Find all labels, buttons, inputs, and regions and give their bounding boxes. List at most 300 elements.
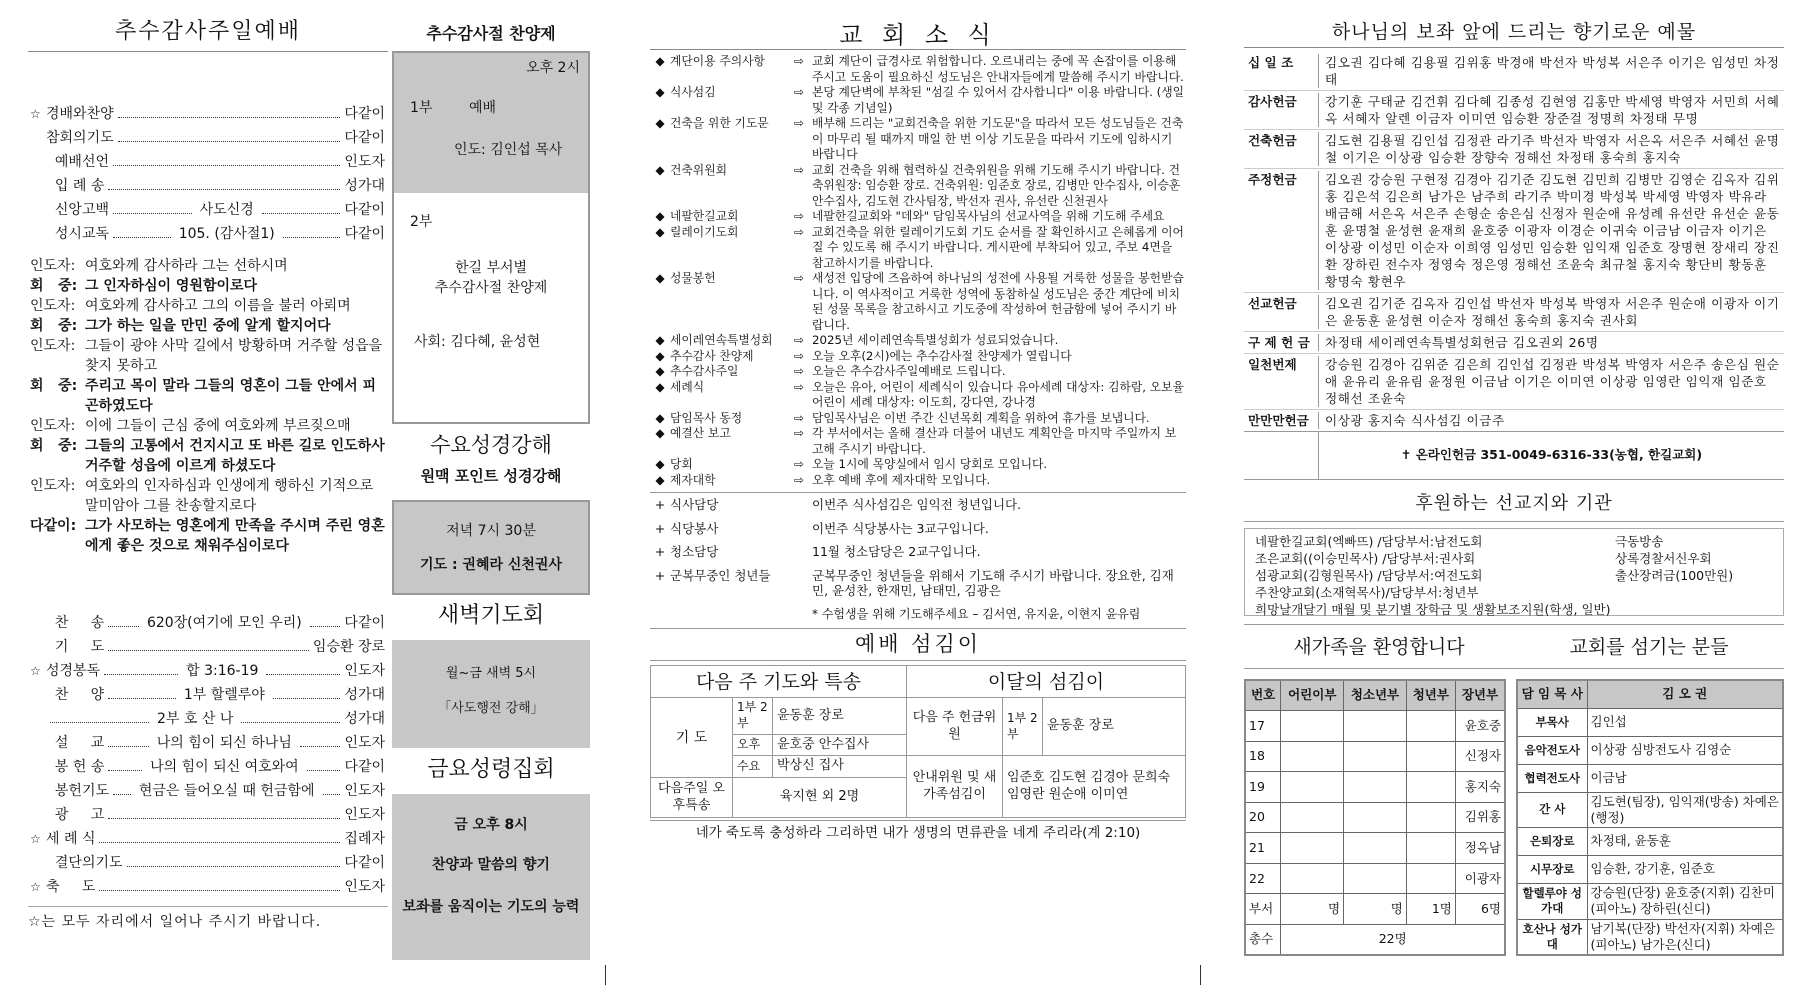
leader-dots: [108, 189, 340, 190]
speaker: 다같이:: [30, 518, 77, 534]
order-item: [30, 638, 385, 662]
bullet: ◆: [655, 426, 665, 440]
offering-row: [1244, 292, 1784, 331]
offering-type: 만만만헌금: [1244, 412, 1319, 429]
order-item: [30, 225, 385, 249]
arrow-icon: ⇨: [794, 116, 804, 130]
order-name: 입 례 송: [46, 178, 105, 194]
news-content: 각 부서에서는 올해 결산과 더불어 내년도 계획안을 마지막 주일까지 보고해 주시기 바랍니다.: [812, 426, 1177, 456]
server-names: 이상광 심방전도사 김영순: [1587, 736, 1783, 764]
arrow-icon: [794, 521, 812, 537]
arrow-icon: [794, 497, 812, 513]
newcomer-cell: 명: [1281, 894, 1344, 925]
news-content: 본당 계단벽에 부착된 "섬길 수 있어서 감사합니다" 이용 바랍니다. (생일 및 각종 기념일): [812, 85, 1185, 115]
servers-table: [1516, 679, 1784, 956]
order-name: 성시교독: [46, 226, 109, 242]
responsive-reading: [30, 256, 386, 556]
order-leader: 인도자: [344, 783, 385, 799]
arrow-icon: ⇨: [794, 472, 804, 487]
leader-dots: [108, 698, 176, 699]
newcomer-cell: [1281, 802, 1344, 833]
news-item: [650, 411, 1186, 427]
offering-row: [1244, 129, 1784, 168]
news-topic: 건축위원회: [670, 162, 727, 177]
prayer-key: 오후: [733, 734, 773, 756]
newcomer-cell: [1344, 863, 1407, 894]
offerings-section: [1244, 20, 1784, 956]
newcomer-cell: [1281, 863, 1344, 894]
month-title: 이달의 섬김이: [907, 666, 1186, 698]
newcomer-cell: 김위홍: [1455, 802, 1505, 833]
wednesday-time: 저녁 7시 30분: [446, 523, 536, 539]
responsive-line: [30, 316, 386, 336]
news-content: 교회 건축을 위해 협력하실 건축위원을 위해 기도해 주시기 바랍니다. 건축위원장: 임승환 장로. 건축위원: 임준호 장로, 김병만 안수집사, 이승훈 안수집사, 김도현 간사팀장, 박선자 권사, 유선란 신천권사: [812, 162, 1181, 208]
speaker: 인도자:: [30, 418, 76, 434]
news-topic: 세이레연속특별성회: [670, 333, 773, 347]
arrow-icon: [794, 544, 812, 560]
news-item: [650, 333, 1186, 349]
speaker: 회 중:: [30, 318, 78, 334]
order-detail: 105. (감사절1): [178, 226, 275, 242]
offering-names: 김오권 김기준 김옥자 김인섭 박선자 박성복 박영자 서은주 원순애 이광자 이기은 윤동훈 윤성현 이순자 정해선 홍숙희 홍지숙 권사회: [1325, 296, 1780, 328]
newcomer-title: 새가족을 환영합니다: [1293, 636, 1465, 659]
bullet: ◆: [655, 85, 665, 99]
newcomer-cell: [1344, 802, 1407, 833]
order-leader: 성가대: [344, 687, 386, 703]
news-item: [650, 54, 1186, 85]
leader-dots: [118, 117, 341, 118]
servers-title: 교회를 섬기는 분들: [1569, 636, 1729, 659]
order-item: [30, 734, 385, 758]
arrow-icon: ⇨: [794, 333, 804, 347]
order-name: 봉헌기도: [46, 783, 109, 799]
speaker: 인도자:: [30, 298, 76, 314]
leader-dots: [99, 890, 340, 891]
news-topic: 성물봉헌: [670, 271, 716, 285]
order-name: 참회의기도: [46, 130, 114, 146]
online-offering: ✝ 온라인헌금 351-0049-6316-33(농협, 한길교회): [1400, 447, 1703, 463]
order-leader: 다같이: [344, 855, 385, 871]
speaker: 인도자:: [30, 258, 76, 274]
news-topic: 건축을 위한 기도문: [670, 116, 769, 130]
prayer-label: 기 도: [651, 698, 733, 778]
news-topic: 식당봉사: [670, 520, 719, 536]
order-leader: 인도자: [344, 663, 385, 679]
server-names: 강승원(단장) 윤호중(지휘) 김찬미(피아노) 장하린(신디): [1587, 884, 1783, 920]
order-item: [30, 758, 385, 782]
newcomer-cell: [1406, 863, 1455, 894]
arrow-icon: ⇨: [794, 348, 804, 363]
servers-header-key: 담 임 목 사: [1517, 680, 1587, 708]
order-item: [30, 129, 385, 153]
offering-names: 강기훈 구태균 김건휘 김다혜 김종성 김현영 김홍만 박세영 박영자 서민희 서혜옥 서혜자 알렌 이금자 이미연 임승환 장준걸 정명희 차정태 무명: [1325, 94, 1780, 126]
order-item: [30, 806, 385, 830]
server-role: 간 사: [1517, 792, 1587, 828]
news-item: [650, 116, 1186, 163]
mission-bottom: 희망날개달기 매월 및 분기별 장학금 및 생활보조지원(학생, 일반): [1255, 602, 1611, 618]
serve-table: [650, 665, 1186, 818]
newcomer-cell: 명: [1344, 894, 1407, 925]
news-item: [650, 85, 1186, 116]
order-item: [30, 878, 385, 902]
newcomer-cell: [1281, 741, 1344, 772]
guide-label: 안내위원 및 새가족섬김이: [907, 756, 1003, 818]
reading-text: 여호와께 감사하라 그는 선하시며: [85, 258, 288, 274]
arrow-icon: ⇨: [794, 364, 804, 378]
newcomer-cell: 윤호중: [1455, 711, 1505, 742]
order-leader: 다같이: [344, 130, 385, 146]
leader-dots: [323, 794, 341, 795]
news-content: 군복무중인 청년들을 위해서 기도해 주시기 바랍니다. 장요한, 김재민, 윤성찬, 한재민, 남태민, 김광은: [812, 567, 1174, 598]
order-name: 결단의기도: [46, 855, 123, 871]
speaker: 인도자:: [30, 478, 76, 494]
news-content: 오늘 1시에 목양실에서 임시 당회로 모입니다.: [812, 457, 1048, 471]
news-topic: 식사담당: [670, 497, 719, 512]
news-topic: 세례식: [670, 379, 705, 394]
server-role: 호산나 성가대: [1517, 919, 1587, 955]
order-item: [30, 105, 385, 129]
star-mark: ☆: [30, 107, 41, 121]
news-topic: 추수감사주일: [670, 364, 739, 378]
praise-time: 오후 2시: [394, 53, 588, 83]
news-topic: 추수감사 찬양제: [670, 348, 754, 363]
order-leader: 인도자: [344, 735, 386, 751]
friday-sub: 찬양과 말씀의 향기: [432, 857, 550, 874]
newcomer-total-label: 총수: [1245, 924, 1281, 955]
prayer-key: 수요: [733, 756, 773, 778]
serve-title: 예배 섬김이: [650, 629, 1186, 661]
part2-host: 사회: 김다혜, 윤성현: [414, 334, 541, 350]
news-item: [650, 473, 1186, 489]
order-leader: 인도자: [344, 807, 385, 823]
bullet: ◆: [655, 209, 665, 223]
bullet: ◆: [655, 333, 665, 347]
part1-leader: 인도: 김인섭 목사: [454, 142, 563, 158]
offering-type: 선교헌금: [1244, 295, 1319, 329]
prayer-value: 윤동훈 장로: [773, 698, 907, 734]
prayer-key: 1부 2부: [733, 698, 773, 734]
bullet: ◆: [655, 379, 665, 394]
server-role: 음악전도사: [1517, 736, 1587, 764]
bullet: ◆: [655, 348, 665, 363]
offering-names: 김오권 김다혜 김용필 김위홍 박경애 박선자 박성복 서은주 이기은 임성민 차정태: [1325, 55, 1780, 87]
newcomer-cell: 18: [1245, 741, 1281, 772]
exam-note: * 수험생을 위해 기도해주세요 – 김서연, 유지윤, 이현지 윤유림: [812, 606, 1141, 621]
order-name: 성경봉독: [46, 663, 101, 679]
dawn-box: [392, 640, 590, 748]
star-mark: ☆: [30, 664, 41, 678]
newcomer-cell: 17: [1245, 711, 1281, 742]
arrow-icon: ⇨: [794, 426, 804, 440]
newcomer-cell: [1281, 711, 1344, 742]
bullet: ◆: [655, 472, 665, 487]
offering-type: 건축헌금: [1244, 132, 1319, 166]
order-leader: 집례자: [344, 831, 385, 847]
fold-mark: [1200, 965, 1201, 985]
dawn-title: 새벽기도회: [437, 603, 545, 628]
news-list: [650, 54, 1186, 488]
order-item: [30, 662, 385, 686]
leader-dots: [108, 770, 142, 771]
order-item: [30, 854, 385, 878]
dawn-sub: 「사도행전 강해」: [438, 700, 544, 716]
leader-dots: [266, 674, 340, 675]
offering-type: 일천번제: [1244, 356, 1319, 407]
offerings-title: 하나님의 보좌 앞에 드리는 향기로운 예물: [1244, 20, 1784, 48]
offering-type: 감사헌금: [1244, 93, 1319, 127]
mission-item: 주찬양교회(소재혁목사)/담당부서:청년부: [1255, 585, 1479, 601]
newcomer-cell: 신정자: [1455, 741, 1505, 772]
server-names: 이금남: [1587, 764, 1783, 792]
arrow-icon: ⇨: [794, 85, 804, 99]
news-item: [650, 364, 1186, 380]
arrow-icon: ⇨: [794, 209, 804, 223]
offering-row: [1244, 52, 1784, 90]
reading-text: 여호와께 감사하고 그의 이름을 불러 아뢰며: [85, 298, 351, 314]
part1-box: [394, 83, 588, 193]
leader-dots: [99, 842, 340, 843]
news-content: 11월 청소담당은 2교구입니다.: [812, 544, 981, 559]
offering-row: [1244, 90, 1784, 129]
speaker: 회 중:: [30, 438, 78, 454]
friday-time: 금 오후 8시: [454, 817, 528, 833]
server-role: 할렐루야 성가대: [1517, 884, 1587, 920]
leader-dots: [241, 722, 340, 723]
bullet: ◆: [655, 271, 665, 285]
order-detail: 2부 호 산 나: [157, 711, 234, 727]
offering-row: [1244, 168, 1784, 292]
leader-dots: [310, 626, 341, 627]
friday-sub2: 보좌를 움직이는 기도의 능력: [402, 899, 580, 916]
arrow-icon: ⇨: [794, 162, 804, 177]
news-topic: 청소담당: [670, 544, 719, 559]
responsive-line: [30, 296, 386, 316]
bullet: +: [654, 497, 666, 512]
mission-item: 네팔한길교회(엑빠뜨) /담당부서:남전도회: [1255, 534, 1483, 550]
dawn-time: 월~금 새벽 5시: [445, 666, 537, 681]
news-item: [650, 225, 1186, 272]
leader-dots: [113, 794, 131, 795]
news-topic: 예결산 보고: [670, 426, 731, 440]
bullet: ◆: [655, 162, 665, 177]
server-role: 부목사: [1517, 708, 1587, 736]
offering-names: 이상광 홍지숙 식사섬김 이금주: [1325, 413, 1505, 428]
part2-box: [394, 193, 588, 422]
leader-dots: [113, 213, 192, 214]
prayer-value: 윤호중 안수집사: [773, 734, 907, 756]
order-leader: 인도자: [344, 879, 385, 895]
news-title: 교 회 소 식: [650, 20, 1186, 50]
next-week-title: 다음 주 기도와 특송: [651, 666, 907, 698]
newcomer-cell: [1406, 772, 1455, 803]
leader-dots: [127, 866, 341, 867]
leader-dots: [262, 213, 341, 214]
speaker: 인도자:: [30, 338, 76, 354]
newcomer-cell: [1281, 772, 1344, 803]
order-leader: 인도자: [344, 154, 385, 170]
order-name: 광 고: [46, 807, 105, 823]
fold-mark: [605, 965, 606, 985]
newcomer-cell: 1명: [1406, 894, 1455, 925]
news-content: 이번주 식당봉사는 3교구입니다.: [812, 520, 989, 536]
order-leader: 임승환 장로: [312, 639, 385, 655]
news-item: [650, 380, 1186, 411]
server-role: 협력전도사: [1517, 764, 1587, 792]
news-content: 담임목사님은 이번 주간 신년목회 계획을 위하여 휴가를 보냅니다.: [812, 410, 1150, 425]
bullet: +: [654, 520, 666, 536]
offering-names: 김도현 김용필 김인섭 김정관 라기주 박선자 박영자 서은옥 서은주 서혜선 윤명철 이기은 이상광 임승환 장향숙 정해선 차정태 홍숙희 홍지숙: [1325, 133, 1780, 165]
server-names: 김인섭: [1587, 708, 1783, 736]
arrow-icon: ⇨: [794, 457, 804, 471]
leader-dots: [108, 818, 340, 819]
offering-names: 차정태 세이레연속특별성회헌금 김오권외 26명: [1325, 335, 1599, 350]
leader-dots: [113, 165, 340, 166]
order-name: 경배와찬양: [46, 106, 114, 122]
news-content: 네팔한길교회와 "데와" 담임목사님의 선교사역을 위해 기도해 주세요: [812, 209, 1165, 223]
offering-type: 구 제 헌 금: [1244, 334, 1319, 351]
bullet: ◆: [655, 224, 665, 239]
news-item: [650, 209, 1186, 225]
responsive-line: [30, 376, 386, 416]
responsive-line: [30, 516, 386, 556]
part1-label: 1부: [410, 100, 433, 116]
news-item: [650, 426, 1186, 457]
leader-dots: [307, 770, 341, 771]
offering-list: [1244, 52, 1784, 432]
reading-text: 그가 하는 일을 만민 중에 알게 할지어다: [85, 318, 331, 334]
leader-dots: [104, 674, 178, 675]
news-content: 2025년 세이레연속특별성회가 성료되었습니다.: [812, 333, 1059, 347]
server-names: 김도현(팀장), 임익재(방송) 차예은(행정): [1587, 792, 1783, 828]
reading-text: 이에 그들이 근심 중에 여호와께 부르짖으매: [85, 418, 351, 434]
duty-list: [650, 493, 1186, 603]
leader-dots: [108, 650, 309, 651]
star-mark: ☆: [30, 832, 41, 846]
part2-label: 2부: [410, 214, 433, 230]
order-name: 신앙고백: [46, 202, 109, 218]
news-content: 이번주 식사섬김은 임익전 청년입니다.: [812, 497, 1022, 512]
order-detail: 합 3:16-19: [186, 663, 259, 679]
order-name: 찬 양: [46, 687, 105, 703]
responsive-line: [30, 416, 386, 436]
reading-text: 여호와의 인자하심과 인생에게 행하신 기적으로 말미암아 그를 찬송할지로다: [85, 478, 374, 514]
reading-text: 그가 사모하는 영혼에게 만족을 주시며 주린 영혼에게 좋은 것으로 채워주심이로다: [85, 518, 385, 554]
order-leader: 성가대: [344, 178, 385, 194]
offer-key: 1부 2부: [1003, 698, 1043, 756]
worship-order-list-2: [30, 614, 385, 902]
order-item: [30, 710, 385, 734]
news-topic: 담임목사 동정: [670, 410, 743, 425]
order-name: 세 례 식: [46, 831, 96, 847]
newcomer-cell: 이광자: [1455, 863, 1505, 894]
responsive-line: [30, 256, 386, 276]
order-item: [30, 830, 385, 854]
server-role: 은퇴장로: [1517, 828, 1587, 856]
wednesday-sub: 원맥 포인트 성경강해: [420, 467, 562, 485]
news-content: 오늘 오후(2시)에는 추수감사절 찬양제가 열립니다: [812, 348, 1072, 363]
news-item: [650, 493, 1186, 517]
newcomer-header: 청년부: [1406, 680, 1455, 711]
order-item: [30, 614, 385, 638]
order-name: 설 교: [46, 735, 105, 751]
newcomer-cell: [1344, 772, 1407, 803]
bullet: ◆: [655, 116, 665, 130]
bible-verse: 네가 죽도록 충성하라 그리하면 내가 생명의 면류관을 네게 주리라(계 2:10): [650, 820, 1186, 847]
news-topic: 식사섬김: [670, 85, 716, 99]
order-item: [30, 782, 385, 806]
news-topic: 군복무중인 청년들: [670, 567, 771, 583]
bullet: ◆: [655, 457, 665, 471]
arrow-icon: ⇨: [794, 410, 804, 425]
news-content: 오늘은 유아, 어린이 세례식이 있습니다 유아세례 대상자: 김하람, 오보율 어린이 세례 대상자: 이도희, 강다연, 강나경: [812, 379, 1184, 409]
bullet: +: [654, 544, 666, 559]
servers-header-value: 김 오 권: [1587, 680, 1783, 708]
newcomer-cell: [1406, 741, 1455, 772]
newcomer-cell: [1344, 711, 1407, 742]
offering-row: [1244, 331, 1784, 353]
praise-festival-title: 추수감사절 찬양제: [426, 24, 556, 43]
news-content: 오늘은 추수감사주일예배로 드립니다.: [812, 364, 1006, 378]
mission-item: 섬광교회(김형원목사) /담당부서:여전도회: [1255, 568, 1483, 584]
stand-note: ☆는 모두 자리에서 일어나 주시기 바랍니다.: [28, 906, 388, 931]
friday-title: 금요성령집회: [427, 757, 555, 782]
newcomer-header: 어린이부: [1281, 680, 1344, 711]
offer-value: 윤동훈 장로: [1043, 698, 1186, 756]
leader-dots: [300, 746, 341, 747]
arrow-icon: [794, 568, 812, 599]
newcomer-cell: 20: [1245, 802, 1281, 833]
responsive-line: [30, 336, 386, 376]
news-item: [650, 271, 1186, 333]
news-content: 배부해 드리는 "교회건축을 위한 기도문"을 따라서 모든 성도님들은 건축이 마무리 될 때까지 매일 한 번 이상 기도문을 따라서 기도에 임하시기 바랍니다: [812, 116, 1184, 161]
wednesday-box: [392, 500, 590, 595]
order-item: [30, 177, 385, 201]
order-detail: 사도신경: [199, 202, 254, 218]
news-item: [650, 163, 1186, 210]
newcomer-header: 청소년부: [1344, 680, 1407, 711]
news-item: [650, 457, 1186, 473]
offering-row: [1244, 409, 1784, 431]
newcomer-table: [1244, 679, 1506, 956]
news-item: [650, 517, 1186, 541]
worship-order-list: [30, 105, 385, 249]
mission-title: 후원하는 선교지와 기관: [1244, 486, 1784, 522]
wednesday-title: 수요성경강해: [430, 433, 552, 457]
star-mark: ☆: [30, 880, 41, 894]
arrow-icon: ⇨: [794, 54, 804, 68]
order-name: 찬 송: [46, 615, 105, 631]
responsive-line: [30, 476, 386, 516]
news-content: 교회 계단이 급경사로 위험합니다. 오르내리는 중에 꼭 손잡이를 이용해 주시고 도움이 필요하신 성도님은 안내자들에게 말씀해 주시기 바랍니다.: [812, 54, 1184, 84]
order-detail: 나의 힘이 되신 여호와여: [150, 759, 299, 775]
news-content: 새성전 입당에 즈음하여 하나님의 성전에 사용될 거룩한 성물을 봉헌받습니다. 이 역사적이고 거룩한 성역에 동참하실 성도님은 중간 계단에 비치된 성물 목록을 참고하시고 기도중에 작성하여 헌금함에 넣어 주시기 바랍니다.: [812, 271, 1184, 332]
newcomer-cell: [1344, 741, 1407, 772]
server-names: 차정태, 윤동훈: [1587, 828, 1783, 856]
news-topic: 릴레이기도회: [670, 224, 739, 239]
news-topic: 당회: [670, 457, 693, 471]
part2-name: 한길 부서별: [454, 260, 528, 276]
newcomer-cell: [1406, 802, 1455, 833]
mission-box: [1244, 528, 1784, 616]
arrow-icon: ⇨: [794, 224, 804, 239]
order-detail: 현금은 들어오실 때 헌금함에: [138, 783, 315, 799]
order-item: [30, 153, 385, 177]
order-leader: 다같이: [344, 202, 385, 218]
bullet: ◆: [655, 410, 665, 425]
newcomer-cell: [1406, 711, 1455, 742]
bullet: ◆: [655, 364, 665, 378]
order-leader: 성가대: [344, 711, 385, 727]
